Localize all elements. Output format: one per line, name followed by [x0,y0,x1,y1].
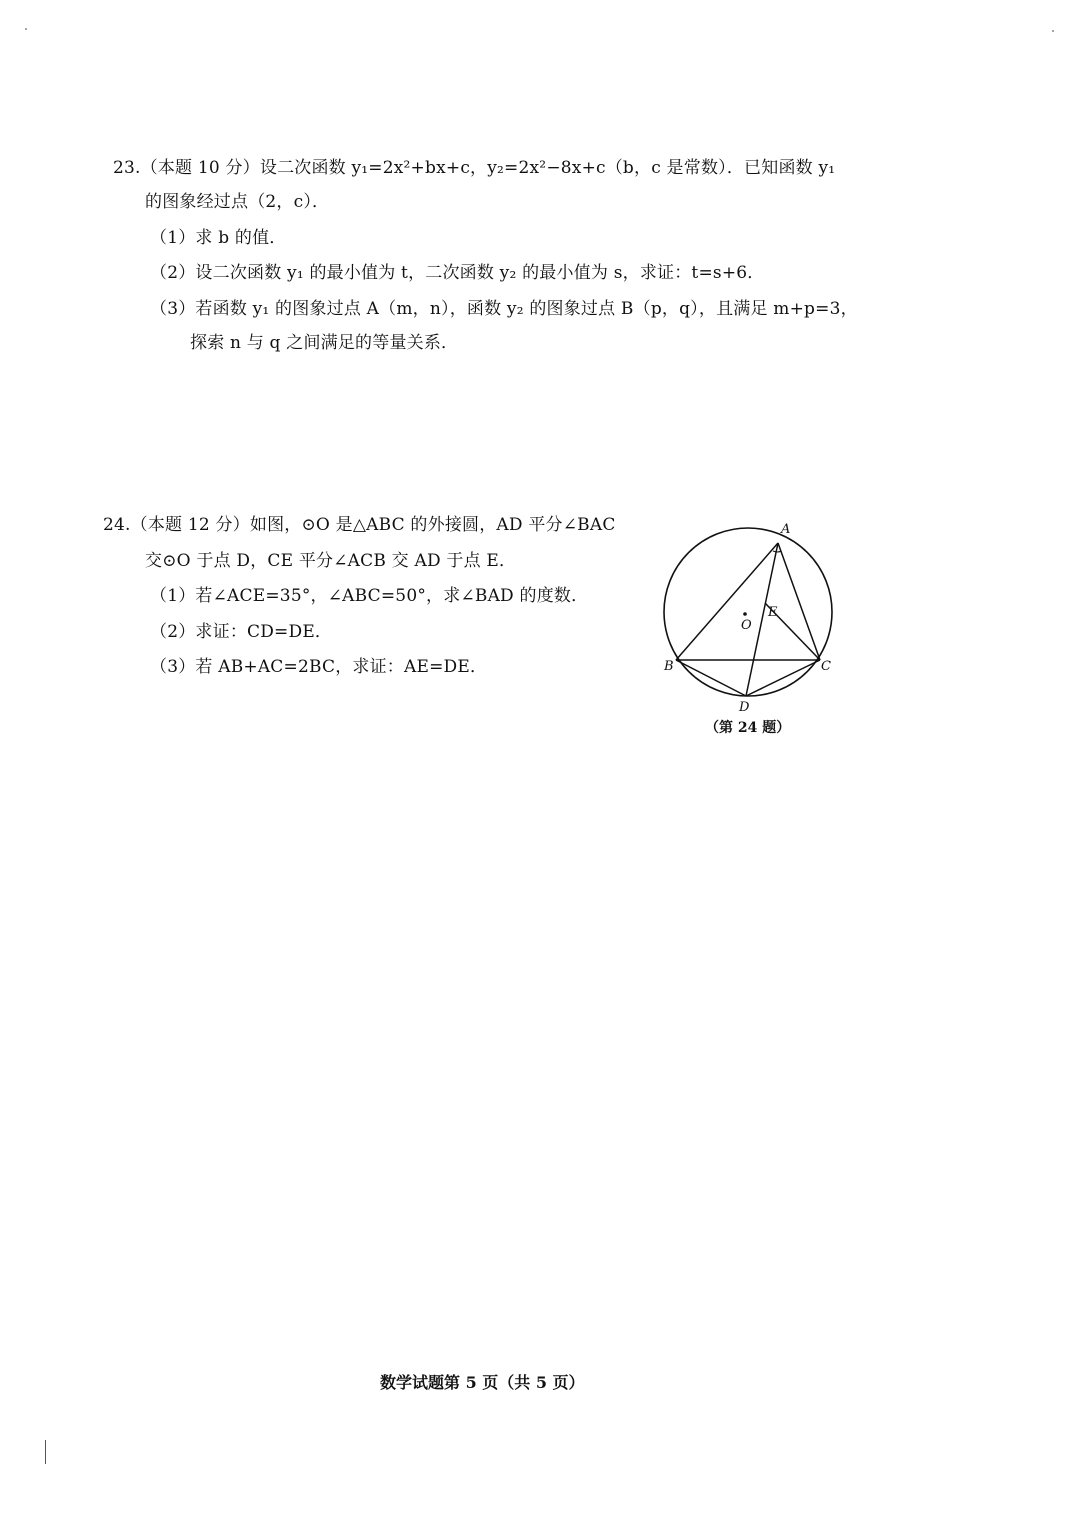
q24-part3: （3）若 AB+AC=2BC，求证：AE=DE． [150,657,488,677]
center-point-O [743,612,747,616]
label-A: A [781,522,791,537]
q23-stem-line2: 的图象经过点（2，c）． [145,192,330,212]
circumcircle [664,528,832,696]
q23-part2: （2）设二次函数 y₁ 的最小值为 t，二次函数 y₂ 的最小值为 s，求证：t=s+6． [150,263,765,283]
label-E: E [768,605,778,620]
scan-speck [1052,30,1054,32]
figure-caption: （第 24 题） [705,720,791,736]
label-O: O [741,618,752,633]
q24-geometry-figure [655,515,840,715]
label-B: B [664,659,674,674]
segment-BD [676,660,746,696]
label-D: D [739,700,750,715]
segment-AB [676,543,778,660]
q24-stem-line1: 24.（本题 12 分）如图，⊙O 是△ABC 的外接圆，AD 平分∠BAC [103,515,616,535]
q23-part3-line1: （3）若函数 y₁ 的图象过点 A（m，n），函数 y₂ 的图象过点 B（p，q），且满足 m+p=3， [150,299,858,319]
q24-part2: （2）求证：CD=DE． [150,622,333,642]
q23-part1: （1）求 b 的值． [150,228,287,248]
q24-stem-line2: 交⊙O 于点 D，CE 平分∠ACB 交 AD 于点 E． [145,551,517,571]
segment-CD [746,660,820,696]
scan-speck [25,28,27,30]
page-footer: 数学试题第 5 页（共 5 页） [380,1373,585,1392]
label-C: C [821,659,831,674]
scan-margin-mark [45,1440,46,1464]
circle-triangle-diagram [655,515,840,715]
q23-part3-line2: 探索 n 与 q 之间满足的等量关系． [190,333,459,353]
q23-stem-line1: 23.（本题 10 分）设二次函数 y₁=2x²+bx+c，y₂=2x²−8x+c（b，c 是常数）．已知函数 y₁ [113,158,836,178]
q24-part1: （1）若∠ACE=35°，∠ABC=50°，求∠BAD 的度数． [150,586,589,606]
